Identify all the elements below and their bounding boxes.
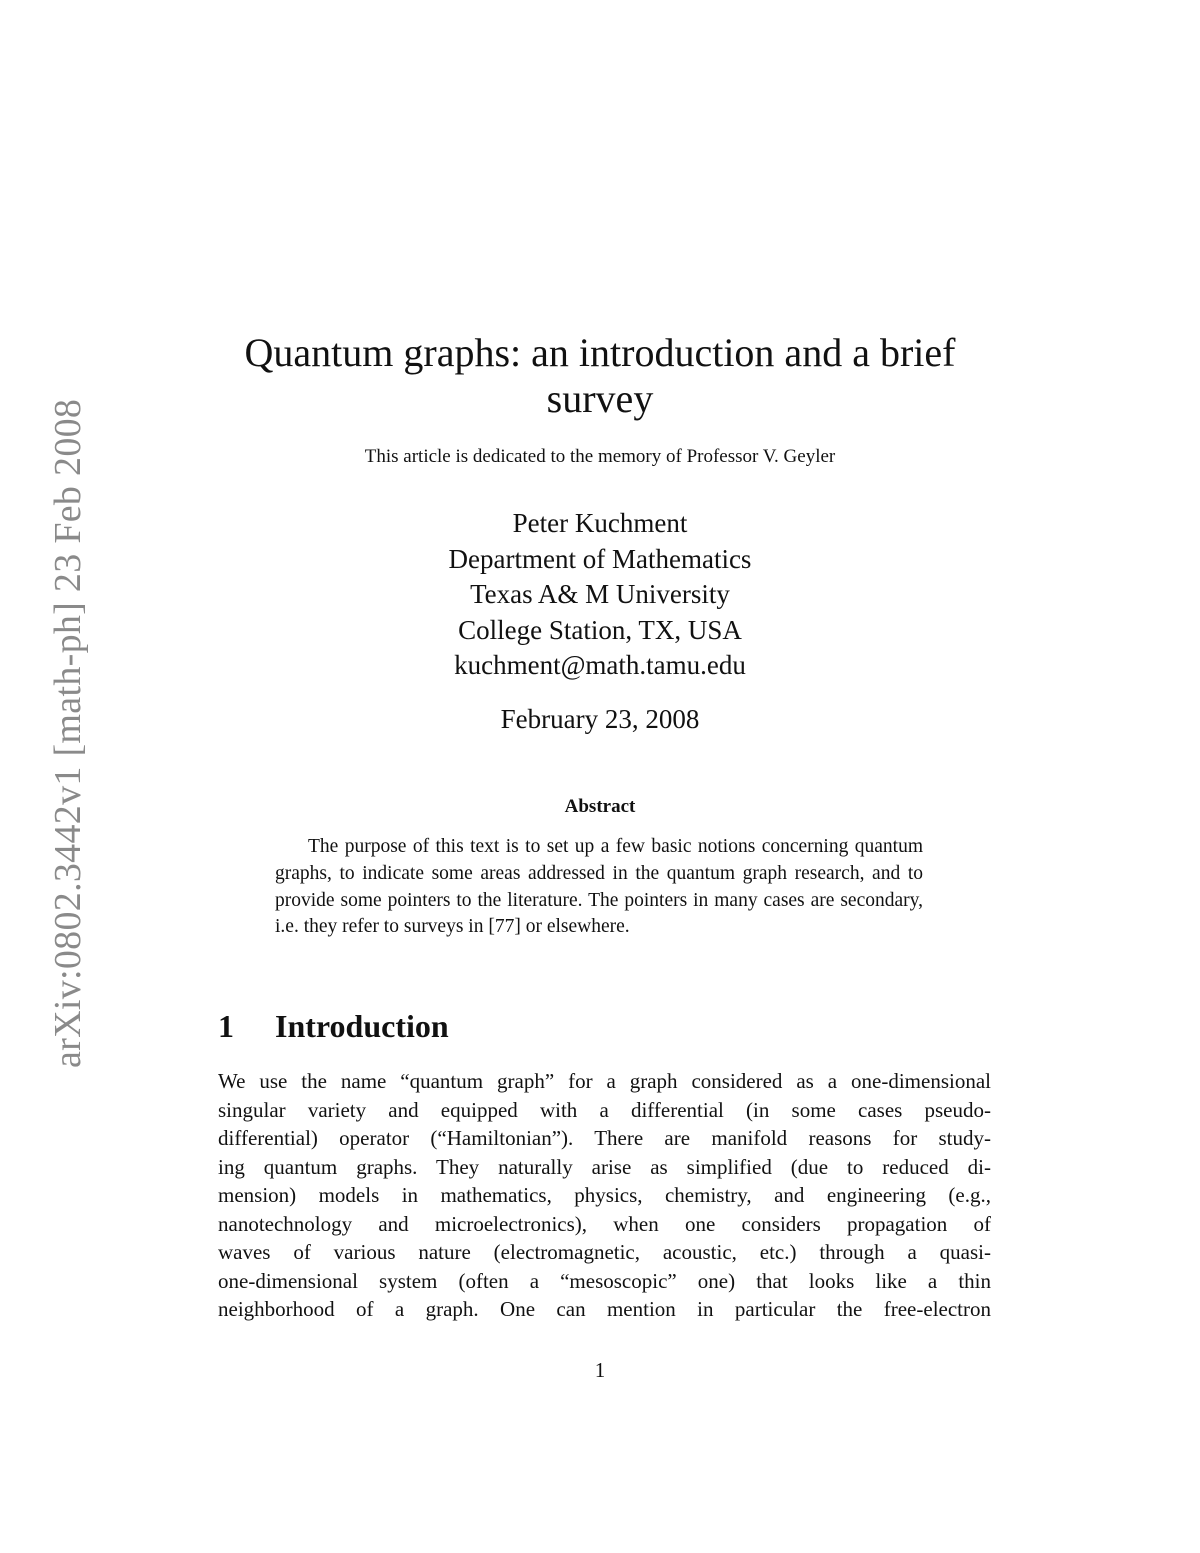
page-number: 1 <box>594 1358 606 1382</box>
author-university: Texas A& M University <box>470 579 730 609</box>
paragraph-line: We use the name “quantum graph” for a graph considered as a one-dimensional <box>218 1069 991 1093</box>
paragraph-line: singular variety and equipped with a differential (in some cases pseudo- <box>218 1097 991 1122</box>
author-location: College Station, TX, USA <box>458 614 742 645</box>
title-line-1: Quantum graphs: an introduction and a brief <box>244 330 956 375</box>
paragraph-line: neighborhood of a graph. One can mention in particular the free-electron <box>218 1297 991 1321</box>
paragraph-line: waves of various nature (electromagnetic, acoustic, etc.) through a quasi- <box>218 1240 991 1264</box>
paper-date: February 23, 2008 <box>500 704 700 734</box>
section-heading <box>218 1008 449 1045</box>
author-name: Peter Kuchment <box>512 508 688 538</box>
abstract-text: The purpose of this text is to set up a few basic notions concerning quantum graphs, to indicate some areas addressed in the quantum graph research, and to provide some pointers to the literature. The pointers in many cases are secondary, i.e. they refer to surveys in [77] or elsewhere. <box>275 836 923 938</box>
paragraph-line: mension) models in mathematics, physics, chemistry, and engineering (e.g., <box>218 1183 991 1207</box>
paper-title <box>200 330 1000 422</box>
author-email: kuchment@math.tamu.edu <box>454 650 746 680</box>
abstract-heading: Abstract <box>564 796 636 817</box>
arxiv-identifier: arXiv:0802.3442v1 [math-ph] 23 Feb 2008 <box>47 398 89 1068</box>
author-department: Department of Mathematics <box>448 543 752 574</box>
paragraph-line: nanotechnology and microelectronics), when one considers propagation of <box>218 1211 991 1236</box>
author-block <box>300 506 900 684</box>
paragraph-line: ing quantum graphs. They naturally arise as simplified (due to reduced di- <box>218 1154 991 1179</box>
paragraph-line: one-dimensional system (often a “mesoscopic” one) that looks like a thin <box>218 1268 991 1293</box>
section-title: Introduction <box>275 1008 449 1044</box>
introduction-paragraph <box>218 1067 991 1324</box>
title-line-2: survey <box>546 376 654 421</box>
dedication: This article is dedicated to the memory of Professor V. Geyler <box>364 446 836 467</box>
paragraph-line: differential) operator (“Hamiltonian”). There are manifold reasons for study- <box>218 1126 991 1150</box>
section-number: 1 <box>218 1008 234 1044</box>
